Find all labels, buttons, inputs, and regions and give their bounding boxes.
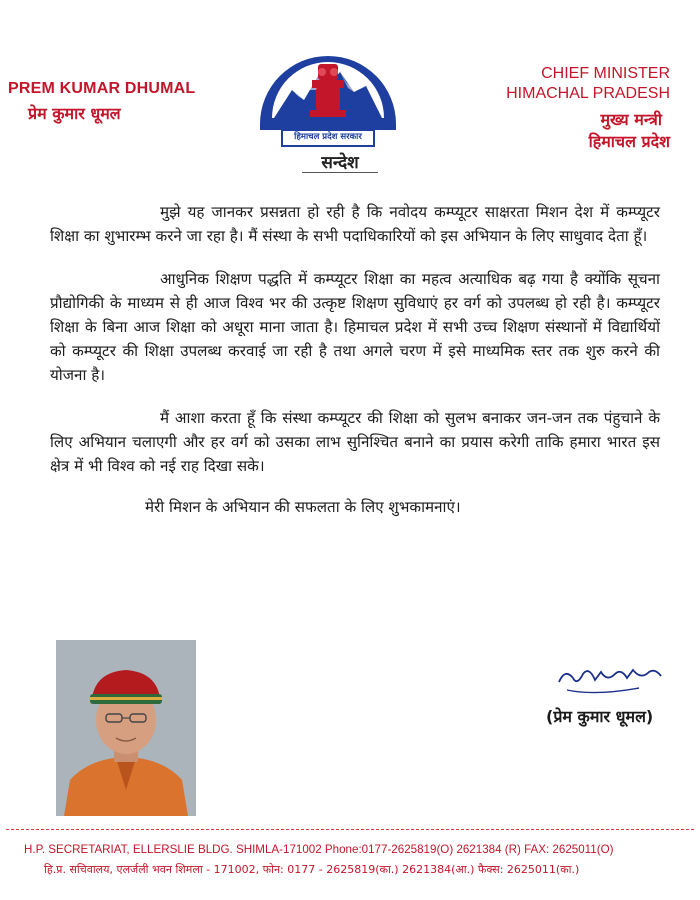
title-english-line2: HIMACHAL PRADESH	[506, 85, 670, 102]
footer-address-hindi: हि.प्र. सचिवालय, एलर्जली भवन शिमला - 171002, फोन: 0177 - 2625819(का.) 2621384(आ.) फैक्स: 2625011(का.)	[44, 863, 580, 876]
paragraph-3: मैं आशा करता हूँ कि संस्था कम्प्यूटर की शिक्षा को सुलभ बनाकर जन-जन तक पंहुचाने के लिए अभियान चलाएगी और हर वर्ग को उसका लाभ सुनिश्चित बनाने का प्रयास करेगी ताकि हमारा भारत इस क्षेत्र में भी विश्व को नई राह दिखा सके।	[50, 409, 660, 475]
footer-divider	[6, 829, 694, 830]
title-hindi-line2: हिमाचल प्रदेश	[588, 132, 670, 151]
portrait-graphic	[56, 640, 196, 816]
name-hindi: प्रेम कुमार धूमल	[28, 104, 121, 123]
handwritten-signature	[555, 660, 665, 700]
signature-icon	[555, 660, 665, 700]
title-underline	[302, 172, 378, 173]
signatory-name: (प्रेम कुमार धूमल)	[546, 707, 654, 726]
name-english: PREM KUMAR DHUMAL	[8, 80, 196, 97]
portrait-photo	[56, 640, 196, 816]
closing-wish: मेरी मिशन के अभियान की सफलता के लिए शुभकामनाएं।	[145, 498, 461, 516]
state-emblem-icon	[252, 30, 404, 152]
paragraph-2: आधुनिक शिक्षण पद्धति में कम्प्यूटर शिक्षा का महत्व अत्याधिक बढ़ गया है क्योंकि सूचना प्रौद्योगिकी के माध्यम से ही आज विश्व भर की उत्कृष्ट शिक्षण सुविधाएं हर वर्ग को उपलब्ध हो रही है। कम्प्यूटर शिक्षा के बिना आज शिक्षा को अधूरा माना जाता है। हिमाचल प्रदेश में सभी उच्च शिक्षण संस्थानों में विद्यार्थियों को कम्प्यूटर की शिक्षा उपलब्ध करवाई जा रही है तथा अगले चरण में इसे माध्यमिक स्तर तक शुरु करने की योजना है।	[50, 270, 660, 384]
paragraph-1: मुझे यह जानकर प्रसन्नता हो रही है कि नवोदय कम्प्यूटर साक्षरता मिशन देश में कम्प्यूटर शिक्षा का शुभारम्भ करने जा रहा है। मैं संस्था के सभी पदाधिकारियों को इस अभियान के लिए साधुवाद देता हूँ।	[50, 203, 660, 245]
title-hindi-line1: मुख्य मन्त्री	[600, 110, 662, 129]
footer-address-english: H.P. SECRETARIAT, ELLERSLIE BLDG. SHIMLA-171002 Phone:0177-2625819(O) 2621384 (R) FAX: 2625011(O)	[24, 843, 614, 856]
message-title: सन्देश	[321, 153, 359, 173]
title-english-line1: CHIEF MINISTER	[541, 65, 670, 82]
message-body	[50, 200, 660, 538]
emblem-caption: हिमाचल प्रदेश सरकार	[294, 132, 362, 142]
